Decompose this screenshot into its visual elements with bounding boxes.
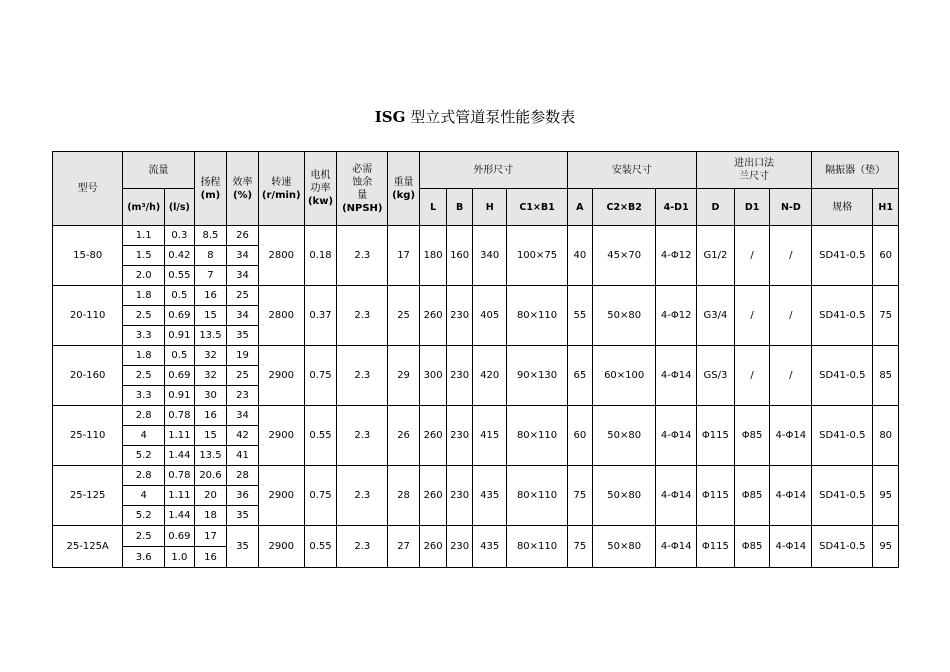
header-weight-label: 重量: [393, 176, 414, 188]
efficiency-cell: 23: [227, 386, 259, 406]
spec-cell: SD41-0.5: [812, 526, 873, 568]
h1-cell: 95: [873, 466, 899, 526]
b-cell: 230: [447, 526, 472, 568]
header-isolator: 隔振器（垫）: [812, 152, 899, 189]
speed-cell: 2800: [258, 226, 304, 286]
d1-cell: Φ85: [734, 526, 770, 568]
head-cell: 13.5: [194, 446, 227, 466]
model-cell: 25-110: [53, 406, 123, 466]
efficiency-cell: 42: [227, 426, 259, 446]
motor-cell: 0.18: [304, 226, 337, 286]
flow-ls-cell: 0.69: [165, 366, 195, 386]
flow-m3h-cell: 3.3: [123, 326, 165, 346]
speed-cell: 2900: [258, 466, 304, 526]
npsh-cell: 2.3: [337, 226, 388, 286]
h1-cell: 80: [873, 406, 899, 466]
efficiency-cell: 35: [227, 526, 259, 568]
weight-cell: 17: [388, 226, 420, 286]
table-row: [53, 526, 899, 547]
c1b1-cell: 80×110: [507, 466, 567, 526]
flow-m3h-cell: 1.8: [123, 286, 165, 306]
a-cell: 60: [567, 406, 592, 466]
header-flow-m3h: (m³/h): [123, 189, 165, 226]
d1-cell: Φ85: [734, 406, 770, 466]
head-cell: 32: [194, 346, 227, 366]
b-cell: 230: [447, 466, 472, 526]
flow-m3h-cell: 2.8: [123, 406, 165, 426]
spec-cell: SD41-0.5: [812, 226, 873, 286]
table-body: [53, 226, 899, 568]
efficiency-cell: 34: [227, 406, 259, 426]
l-cell: 260: [419, 286, 447, 346]
d4-cell: 4-Φ12: [656, 286, 697, 346]
h-cell: 435: [472, 526, 507, 568]
header-efficiency: [227, 152, 259, 226]
efficiency-cell: 19: [227, 346, 259, 366]
c1b1-cell: 80×110: [507, 286, 567, 346]
h1-cell: 75: [873, 286, 899, 346]
h-cell: 405: [472, 286, 507, 346]
efficiency-cell: 34: [227, 306, 259, 326]
head-cell: 16: [194, 286, 227, 306]
flow-m3h-cell: 1.8: [123, 346, 165, 366]
b-cell: 160: [447, 226, 472, 286]
head-cell: 13.5: [194, 326, 227, 346]
l-cell: 260: [419, 466, 447, 526]
table-row: [53, 226, 899, 246]
d4-cell: 4-Φ12: [656, 226, 697, 286]
pump-spec-table: [52, 151, 899, 568]
d4-cell: 4-Φ14: [656, 466, 697, 526]
flow-m3h-cell: 4: [123, 426, 165, 446]
flow-ls-cell: 0.5: [165, 346, 195, 366]
d1-cell: /: [734, 346, 770, 406]
efficiency-cell: 36: [227, 486, 259, 506]
h-cell: 340: [472, 226, 507, 286]
header-npsh: [337, 152, 388, 226]
l-cell: 300: [419, 346, 447, 406]
motor-cell: 0.55: [304, 526, 337, 568]
header-model: 型号: [53, 152, 123, 226]
header-install: 安装尺寸: [567, 152, 696, 189]
d4-cell: 4-Φ14: [656, 406, 697, 466]
header-4D1: 4-D1: [656, 189, 697, 226]
flow-m3h-cell: 1.5: [123, 246, 165, 266]
d1-cell: Φ85: [734, 466, 770, 526]
flow-ls-cell: 0.5: [165, 286, 195, 306]
header-motor: [304, 152, 337, 226]
model-cell: 15-80: [53, 226, 123, 286]
nd-cell: /: [770, 286, 812, 346]
spec-cell: SD41-0.5: [812, 346, 873, 406]
c1b1-cell: 80×110: [507, 406, 567, 466]
efficiency-cell: 35: [227, 506, 259, 526]
c2b2-cell: 60×100: [593, 346, 656, 406]
header-L: L: [419, 189, 447, 226]
a-cell: 75: [567, 466, 592, 526]
model-cell: 25-125: [53, 466, 123, 526]
d-cell: GS/3: [697, 346, 735, 406]
header-A: A: [567, 189, 592, 226]
header-flow: 流量: [123, 152, 194, 189]
l-cell: 260: [419, 406, 447, 466]
header-flow-ls: (l/s): [165, 189, 195, 226]
motor-cell: 0.37: [304, 286, 337, 346]
flow-ls-cell: 1.11: [165, 426, 195, 446]
nd-cell: /: [770, 346, 812, 406]
efficiency-cell: 28: [227, 466, 259, 486]
head-cell: 18: [194, 506, 227, 526]
efficiency-cell: 41: [227, 446, 259, 466]
header-flange: [697, 152, 812, 189]
d4-cell: 4-Φ14: [656, 346, 697, 406]
weight-cell: 28: [388, 466, 420, 526]
efficiency-cell: 25: [227, 366, 259, 386]
header-speed-label: 转速: [271, 176, 292, 188]
efficiency-cell: 26: [227, 226, 259, 246]
model-cell: 20-160: [53, 346, 123, 406]
model-cell: 25-125A: [53, 526, 123, 568]
table-row: [53, 346, 899, 366]
header-spec: 规格: [812, 189, 873, 226]
nd-cell: 4-Φ14: [770, 406, 812, 466]
npsh-cell: 2.3: [337, 286, 388, 346]
head-cell: 32: [194, 366, 227, 386]
header-weight: [388, 152, 420, 226]
c1b1-cell: 90×130: [507, 346, 567, 406]
nd-cell: /: [770, 226, 812, 286]
model-cell: 20-110: [53, 286, 123, 346]
head-cell: 15: [194, 426, 227, 446]
spec-cell: SD41-0.5: [812, 286, 873, 346]
flow-ls-cell: 0.55: [165, 266, 195, 286]
header-D: D: [697, 189, 735, 226]
c2b2-cell: 50×80: [593, 526, 656, 568]
flow-ls-cell: 0.78: [165, 466, 195, 486]
head-cell: 17: [194, 526, 227, 547]
flow-m3h-cell: 2.5: [123, 306, 165, 326]
d-cell: Φ115: [697, 466, 735, 526]
header-weight-unit: (kg): [392, 189, 416, 201]
flow-ls-cell: 0.91: [165, 326, 195, 346]
d1-cell: /: [734, 226, 770, 286]
b-cell: 230: [447, 406, 472, 466]
h-cell: 415: [472, 406, 507, 466]
title-prefix: ISG: [374, 108, 406, 126]
flow-ls-cell: 1.11: [165, 486, 195, 506]
flow-ls-cell: 0.69: [165, 306, 195, 326]
c2b2-cell: 50×80: [593, 466, 656, 526]
h-cell: 435: [472, 466, 507, 526]
weight-cell: 29: [388, 346, 420, 406]
npsh-cell: 2.3: [337, 406, 388, 466]
flow-ls-cell: 0.3: [165, 226, 195, 246]
header-C2B2: C2×B2: [593, 189, 656, 226]
title-text: 型立式管道泵性能参数表: [410, 108, 576, 126]
header-flange-label: 进出口法兰尺寸: [734, 158, 775, 182]
head-cell: 8.5: [194, 226, 227, 246]
c2b2-cell: 50×80: [593, 406, 656, 466]
efficiency-cell: 34: [227, 266, 259, 286]
head-cell: 15: [194, 306, 227, 326]
flow-ls-cell: 0.42: [165, 246, 195, 266]
flow-ls-cell: 0.78: [165, 406, 195, 426]
flow-m3h-cell: 2.8: [123, 466, 165, 486]
motor-cell: 0.55: [304, 406, 337, 466]
npsh-cell: 2.3: [337, 526, 388, 568]
header-speed-unit: (r/min): [261, 189, 301, 201]
npsh-cell: 2.3: [337, 346, 388, 406]
c2b2-cell: 45×70: [593, 226, 656, 286]
weight-cell: 25: [388, 286, 420, 346]
header-outline: 外形尺寸: [419, 152, 567, 189]
head-cell: 16: [194, 547, 227, 568]
flow-m3h-cell: 2.5: [123, 526, 165, 547]
header-ND: N-D: [770, 189, 812, 226]
motor-cell: 0.75: [304, 346, 337, 406]
b-cell: 230: [447, 286, 472, 346]
head-cell: 7: [194, 266, 227, 286]
h1-cell: 95: [873, 526, 899, 568]
h1-cell: 60: [873, 226, 899, 286]
speed-cell: 2900: [258, 346, 304, 406]
header-head: [194, 152, 227, 226]
header-npsh-unit: (NPSH): [342, 202, 383, 214]
d1-cell: /: [734, 286, 770, 346]
weight-cell: 27: [388, 526, 420, 568]
speed-cell: 2900: [258, 406, 304, 466]
header-H: H: [472, 189, 507, 226]
d-cell: Φ115: [697, 526, 735, 568]
header-H1: H1: [873, 189, 899, 226]
table-row: [53, 406, 899, 426]
table-row: [53, 286, 899, 306]
d-cell: Φ115: [697, 406, 735, 466]
spec-cell: SD41-0.5: [812, 406, 873, 466]
page-title: [0, 106, 950, 127]
l-cell: 260: [419, 526, 447, 568]
speed-cell: 2800: [258, 286, 304, 346]
header-D1: D1: [734, 189, 770, 226]
header-npsh-label: 必需蚀余量: [352, 163, 373, 201]
d4-cell: 4-Φ14: [656, 526, 697, 568]
a-cell: 55: [567, 286, 592, 346]
c1b1-cell: 100×75: [507, 226, 567, 286]
c2b2-cell: 50×80: [593, 286, 656, 346]
header-motor-unit: (kw): [307, 196, 334, 207]
table-row: [53, 466, 899, 486]
b-cell: 230: [447, 346, 472, 406]
h1-cell: 85: [873, 346, 899, 406]
nd-cell: 4-Φ14: [770, 466, 812, 526]
npsh-cell: 2.3: [337, 466, 388, 526]
efficiency-cell: 34: [227, 246, 259, 266]
spec-cell: SD41-0.5: [812, 466, 873, 526]
head-cell: 30: [194, 386, 227, 406]
speed-cell: 2900: [258, 526, 304, 568]
flow-ls-cell: 0.69: [165, 526, 195, 547]
header-motor-label: 电机功率: [310, 170, 331, 194]
header-head-label: 扬程: [200, 176, 221, 188]
header-efficiency-label: 效率: [232, 176, 253, 188]
c1b1-cell: 80×110: [507, 526, 567, 568]
d-cell: G1/2: [697, 226, 735, 286]
table-header: [53, 152, 899, 226]
d-cell: G3/4: [697, 286, 735, 346]
flow-m3h-cell: 3.6: [123, 547, 165, 568]
header-head-unit: (m): [200, 189, 221, 201]
header-B: B: [447, 189, 472, 226]
flow-ls-cell: 1.44: [165, 506, 195, 526]
flow-m3h-cell: 5.2: [123, 506, 165, 526]
head-cell: 16: [194, 406, 227, 426]
weight-cell: 26: [388, 406, 420, 466]
flow-ls-cell: 1.44: [165, 446, 195, 466]
l-cell: 180: [419, 226, 447, 286]
a-cell: 40: [567, 226, 592, 286]
nd-cell: 4-Φ14: [770, 526, 812, 568]
h-cell: 420: [472, 346, 507, 406]
flow-m3h-cell: 4: [123, 486, 165, 506]
header-efficiency-unit: (%): [232, 189, 253, 201]
a-cell: 65: [567, 346, 592, 406]
header-C1B1: C1×B1: [507, 189, 567, 226]
header-speed: [258, 152, 304, 226]
head-cell: 20: [194, 486, 227, 506]
flow-m3h-cell: 2.5: [123, 366, 165, 386]
head-cell: 8: [194, 246, 227, 266]
flow-m3h-cell: 1.1: [123, 226, 165, 246]
flow-ls-cell: 0.91: [165, 386, 195, 406]
flow-m3h-cell: 5.2: [123, 446, 165, 466]
a-cell: 75: [567, 526, 592, 568]
efficiency-cell: 25: [227, 286, 259, 306]
efficiency-cell: 35: [227, 326, 259, 346]
flow-ls-cell: 1.0: [165, 547, 195, 568]
head-cell: 20.6: [194, 466, 227, 486]
motor-cell: 0.75: [304, 466, 337, 526]
flow-m3h-cell: 2.0: [123, 266, 165, 286]
flow-m3h-cell: 3.3: [123, 386, 165, 406]
